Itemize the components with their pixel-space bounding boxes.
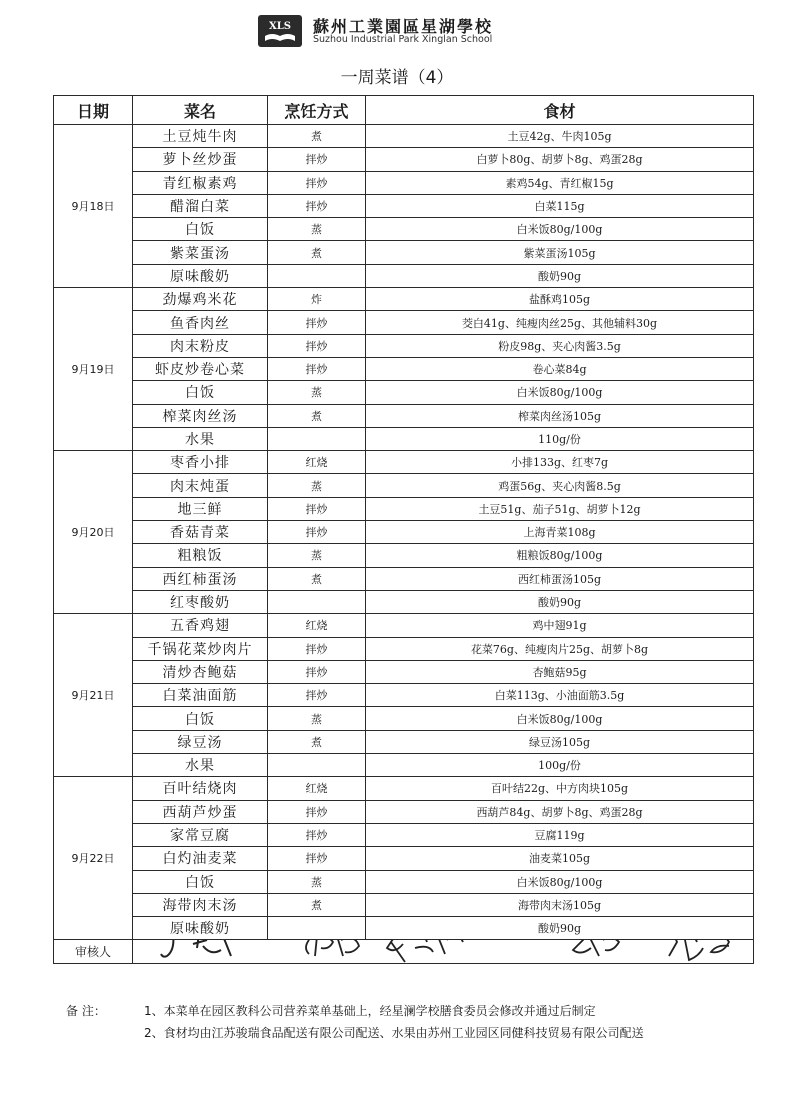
method-cell <box>268 754 366 777</box>
table-row <box>54 171 754 194</box>
ingredients-cell: 花菜76g、纯瘦肉片25g、胡萝卜8g <box>366 637 754 660</box>
dish-cell: 香菇青菜 <box>133 521 268 544</box>
method-cell: 煮 <box>268 730 366 753</box>
dish-cell: 醋溜白菜 <box>133 194 268 217</box>
ingredients-cell: 酸奶90g <box>366 917 754 940</box>
table-row <box>54 194 754 217</box>
ingredients-cell: 酸奶90g <box>366 590 754 613</box>
method-cell: 拌炒 <box>268 847 366 870</box>
table-row <box>54 707 754 730</box>
ingredients-cell: 白米饭80g/100g <box>366 381 754 404</box>
method-cell <box>268 427 366 450</box>
table-row <box>54 241 754 264</box>
method-cell: 煮 <box>268 125 366 148</box>
method-cell: 蒸 <box>268 218 366 241</box>
note-line-1: 1、本菜单在园区教科公司营养菜单基础上，经星澜学校膳食委员会修改并通过后制定 <box>144 1004 596 1018</box>
table-row <box>54 754 754 777</box>
ingredients-cell: 粗粮饭80g/100g <box>366 544 754 567</box>
dish-cell: 百叶结烧肉 <box>133 777 268 800</box>
method-cell: 拌炒 <box>268 497 366 520</box>
dish-cell: 原味酸奶 <box>133 264 268 287</box>
ingredients-cell: 百叶结22g、中方肉块105g <box>366 777 754 800</box>
ingredients-cell: 白菜113g、小油面筋3.5g <box>366 684 754 707</box>
ingredients-cell: 榨菜肉丝汤105g <box>366 404 754 427</box>
column-header-ingredients: 食材 <box>366 96 754 125</box>
table-row <box>54 497 754 520</box>
ingredients-cell: 海带肉末汤105g <box>366 893 754 916</box>
dish-cell: 绿豆汤 <box>133 730 268 753</box>
table-row <box>54 847 754 870</box>
dish-cell: 白饭 <box>133 218 268 241</box>
signature-area <box>133 940 754 963</box>
notes-label: 备 注： <box>66 1004 106 1018</box>
dish-cell: 虾皮炒卷心菜 <box>133 357 268 380</box>
method-cell: 煮 <box>268 893 366 916</box>
method-cell: 拌炒 <box>268 521 366 544</box>
school-logo <box>257 14 303 48</box>
dish-cell: 白饭 <box>133 870 268 893</box>
table-row <box>54 590 754 613</box>
dish-cell: 水果 <box>133 427 268 450</box>
method-cell: 煮 <box>268 241 366 264</box>
ingredients-cell: 白米饭80g/100g <box>366 870 754 893</box>
dish-cell: 肉末粉皮 <box>133 334 268 357</box>
dish-cell: 肉末炖蛋 <box>133 474 268 497</box>
column-header-date: 日期 <box>54 96 133 125</box>
dish-cell: 西红柿蛋汤 <box>133 567 268 590</box>
method-cell: 炸 <box>268 288 366 311</box>
method-cell: 蒸 <box>268 544 366 567</box>
table-row <box>54 567 754 590</box>
ingredients-cell: 杏鲍菇95g <box>366 660 754 683</box>
method-cell: 拌炒 <box>268 637 366 660</box>
table-row <box>54 637 754 660</box>
notes-lines <box>144 1000 644 1044</box>
method-cell: 拌炒 <box>268 194 366 217</box>
method-cell: 拌炒 <box>268 357 366 380</box>
reviewer-row <box>54 940 754 963</box>
dish-cell: 水果 <box>133 754 268 777</box>
ingredients-cell: 上海青菜108g <box>366 521 754 544</box>
date-cell: 9月18日 <box>54 125 133 288</box>
table-row <box>54 334 754 357</box>
ingredients-cell: 小排133g、红枣7g <box>366 451 754 474</box>
table-row <box>54 381 754 404</box>
method-cell: 蒸 <box>268 474 366 497</box>
ingredients-cell: 盐酥鸡105g <box>366 288 754 311</box>
ingredients-cell: 茭白41g、纯瘦肉丝25g、其他辅料30g <box>366 311 754 334</box>
table-row <box>54 660 754 683</box>
dish-cell: 地三鲜 <box>133 497 268 520</box>
dish-cell: 紫菜蛋汤 <box>133 241 268 264</box>
method-cell: 拌炒 <box>268 171 366 194</box>
method-cell: 拌炒 <box>268 660 366 683</box>
menu-table <box>53 95 754 964</box>
dish-cell: 土豆炖牛肉 <box>133 125 268 148</box>
table-header-row <box>54 96 754 125</box>
column-header-dish: 菜名 <box>133 96 268 125</box>
method-cell: 红烧 <box>268 777 366 800</box>
dish-cell: 家常豆腐 <box>133 823 268 846</box>
table-row <box>54 125 754 148</box>
ingredients-cell: 粉皮98g、夹心肉酱3.5g <box>366 334 754 357</box>
dish-cell: 白菜油面筋 <box>133 684 268 707</box>
table-row <box>54 823 754 846</box>
ingredients-cell: 紫菜蛋汤105g <box>366 241 754 264</box>
dish-cell: 五香鸡翅 <box>133 614 268 637</box>
method-cell: 拌炒 <box>268 334 366 357</box>
dish-cell: 劲爆鸡米花 <box>133 288 268 311</box>
method-cell: 煮 <box>268 404 366 427</box>
dish-cell: 千锅花菜炒肉片 <box>133 637 268 660</box>
ingredients-cell: 油麦菜105g <box>366 847 754 870</box>
dish-cell: 枣香小排 <box>133 451 268 474</box>
date-cell: 9月22日 <box>54 777 133 940</box>
table-row <box>54 917 754 940</box>
ingredients-cell: 酸奶90g <box>366 264 754 287</box>
date-cell: 9月21日 <box>54 614 133 777</box>
ingredients-cell: 西葫芦84g、胡萝卜8g、鸡蛋28g <box>366 800 754 823</box>
table-row <box>54 404 754 427</box>
ingredients-cell: 土豆51g、茄子51g、胡萝卜12g <box>366 497 754 520</box>
table-row <box>54 777 754 800</box>
method-cell: 蒸 <box>268 707 366 730</box>
ingredients-cell: 卷心菜84g <box>366 357 754 380</box>
table-row <box>54 684 754 707</box>
school-name-en: Suzhou Industrial Park Xinglan School <box>313 34 493 45</box>
table-row <box>54 311 754 334</box>
method-cell <box>268 264 366 287</box>
date-cell: 9月19日 <box>54 288 133 451</box>
table-row <box>54 474 754 497</box>
table-row <box>54 264 754 287</box>
dish-cell: 原味酸奶 <box>133 917 268 940</box>
ingredients-cell: 绿豆汤105g <box>366 730 754 753</box>
dish-cell: 清炒杏鲍菇 <box>133 660 268 683</box>
method-cell: 拌炒 <box>268 684 366 707</box>
dish-cell: 白灼油麦菜 <box>133 847 268 870</box>
table-row <box>54 730 754 753</box>
method-cell: 蒸 <box>268 870 366 893</box>
ingredients-cell: 白菜115g <box>366 194 754 217</box>
dish-cell: 白饭 <box>133 381 268 404</box>
table-row <box>54 521 754 544</box>
school-name-cn: 蘇州工業園區星湖學校 <box>313 17 494 36</box>
table-row <box>54 427 754 450</box>
table-row <box>54 451 754 474</box>
note-line-2: 2、食材均由江苏骏瑞食品配送有限公司配送、水果由苏州工业园区同健科技贸易有限公司配送 <box>144 1026 644 1040</box>
ingredients-cell: 110g/份 <box>366 427 754 450</box>
method-cell: 煮 <box>268 567 366 590</box>
column-header-method: 烹饪方式 <box>268 96 366 125</box>
ingredients-cell: 100g/份 <box>366 754 754 777</box>
dish-cell: 海带肉末汤 <box>133 893 268 916</box>
ingredients-cell: 白萝卜80g、胡萝卜8g、鸡蛋28g <box>366 148 754 171</box>
logo-text: XLS <box>268 21 292 32</box>
method-cell: 拌炒 <box>268 800 366 823</box>
table-row <box>54 893 754 916</box>
ingredients-cell: 豆腐119g <box>366 823 754 846</box>
method-cell: 蒸 <box>268 381 366 404</box>
handwritten-signatures <box>133 940 753 963</box>
method-cell: 红烧 <box>268 451 366 474</box>
method-cell: 拌炒 <box>268 148 366 171</box>
dish-cell: 粗粮饭 <box>133 544 268 567</box>
dish-cell: 青红椒素鸡 <box>133 171 268 194</box>
table-row <box>54 800 754 823</box>
dish-cell: 白饭 <box>133 707 268 730</box>
table-row <box>54 148 754 171</box>
method-cell: 拌炒 <box>268 311 366 334</box>
ingredients-cell: 白米饭80g/100g <box>366 218 754 241</box>
dish-cell: 红枣酸奶 <box>133 590 268 613</box>
method-cell <box>268 917 366 940</box>
method-cell <box>268 590 366 613</box>
menu-body <box>54 125 754 940</box>
reviewer-label: 审核人 <box>54 940 133 963</box>
dish-cell: 西葫芦炒蛋 <box>133 800 268 823</box>
ingredients-cell: 鸡中翅91g <box>366 614 754 637</box>
table-row <box>54 218 754 241</box>
method-cell: 红烧 <box>268 614 366 637</box>
table-row <box>54 870 754 893</box>
ingredients-cell: 白米饭80g/100g <box>366 707 754 730</box>
method-cell: 拌炒 <box>268 823 366 846</box>
school-header <box>0 12 794 52</box>
dish-cell: 萝卜丝炒蛋 <box>133 148 268 171</box>
date-cell: 9月20日 <box>54 451 133 614</box>
table-row <box>54 614 754 637</box>
table-row <box>54 544 754 567</box>
page-title: 一周菜谱（4） <box>340 68 454 88</box>
table-row <box>54 357 754 380</box>
table-row <box>54 288 754 311</box>
ingredients-cell: 鸡蛋56g、夹心肉酱8.5g <box>366 474 754 497</box>
ingredients-cell: 素鸡54g、青红椒15g <box>366 171 754 194</box>
ingredients-cell: 西红柿蛋汤105g <box>366 567 754 590</box>
dish-cell: 鱼香肉丝 <box>133 311 268 334</box>
ingredients-cell: 土豆42g、牛肉105g <box>366 125 754 148</box>
dish-cell: 榨菜肉丝汤 <box>133 404 268 427</box>
